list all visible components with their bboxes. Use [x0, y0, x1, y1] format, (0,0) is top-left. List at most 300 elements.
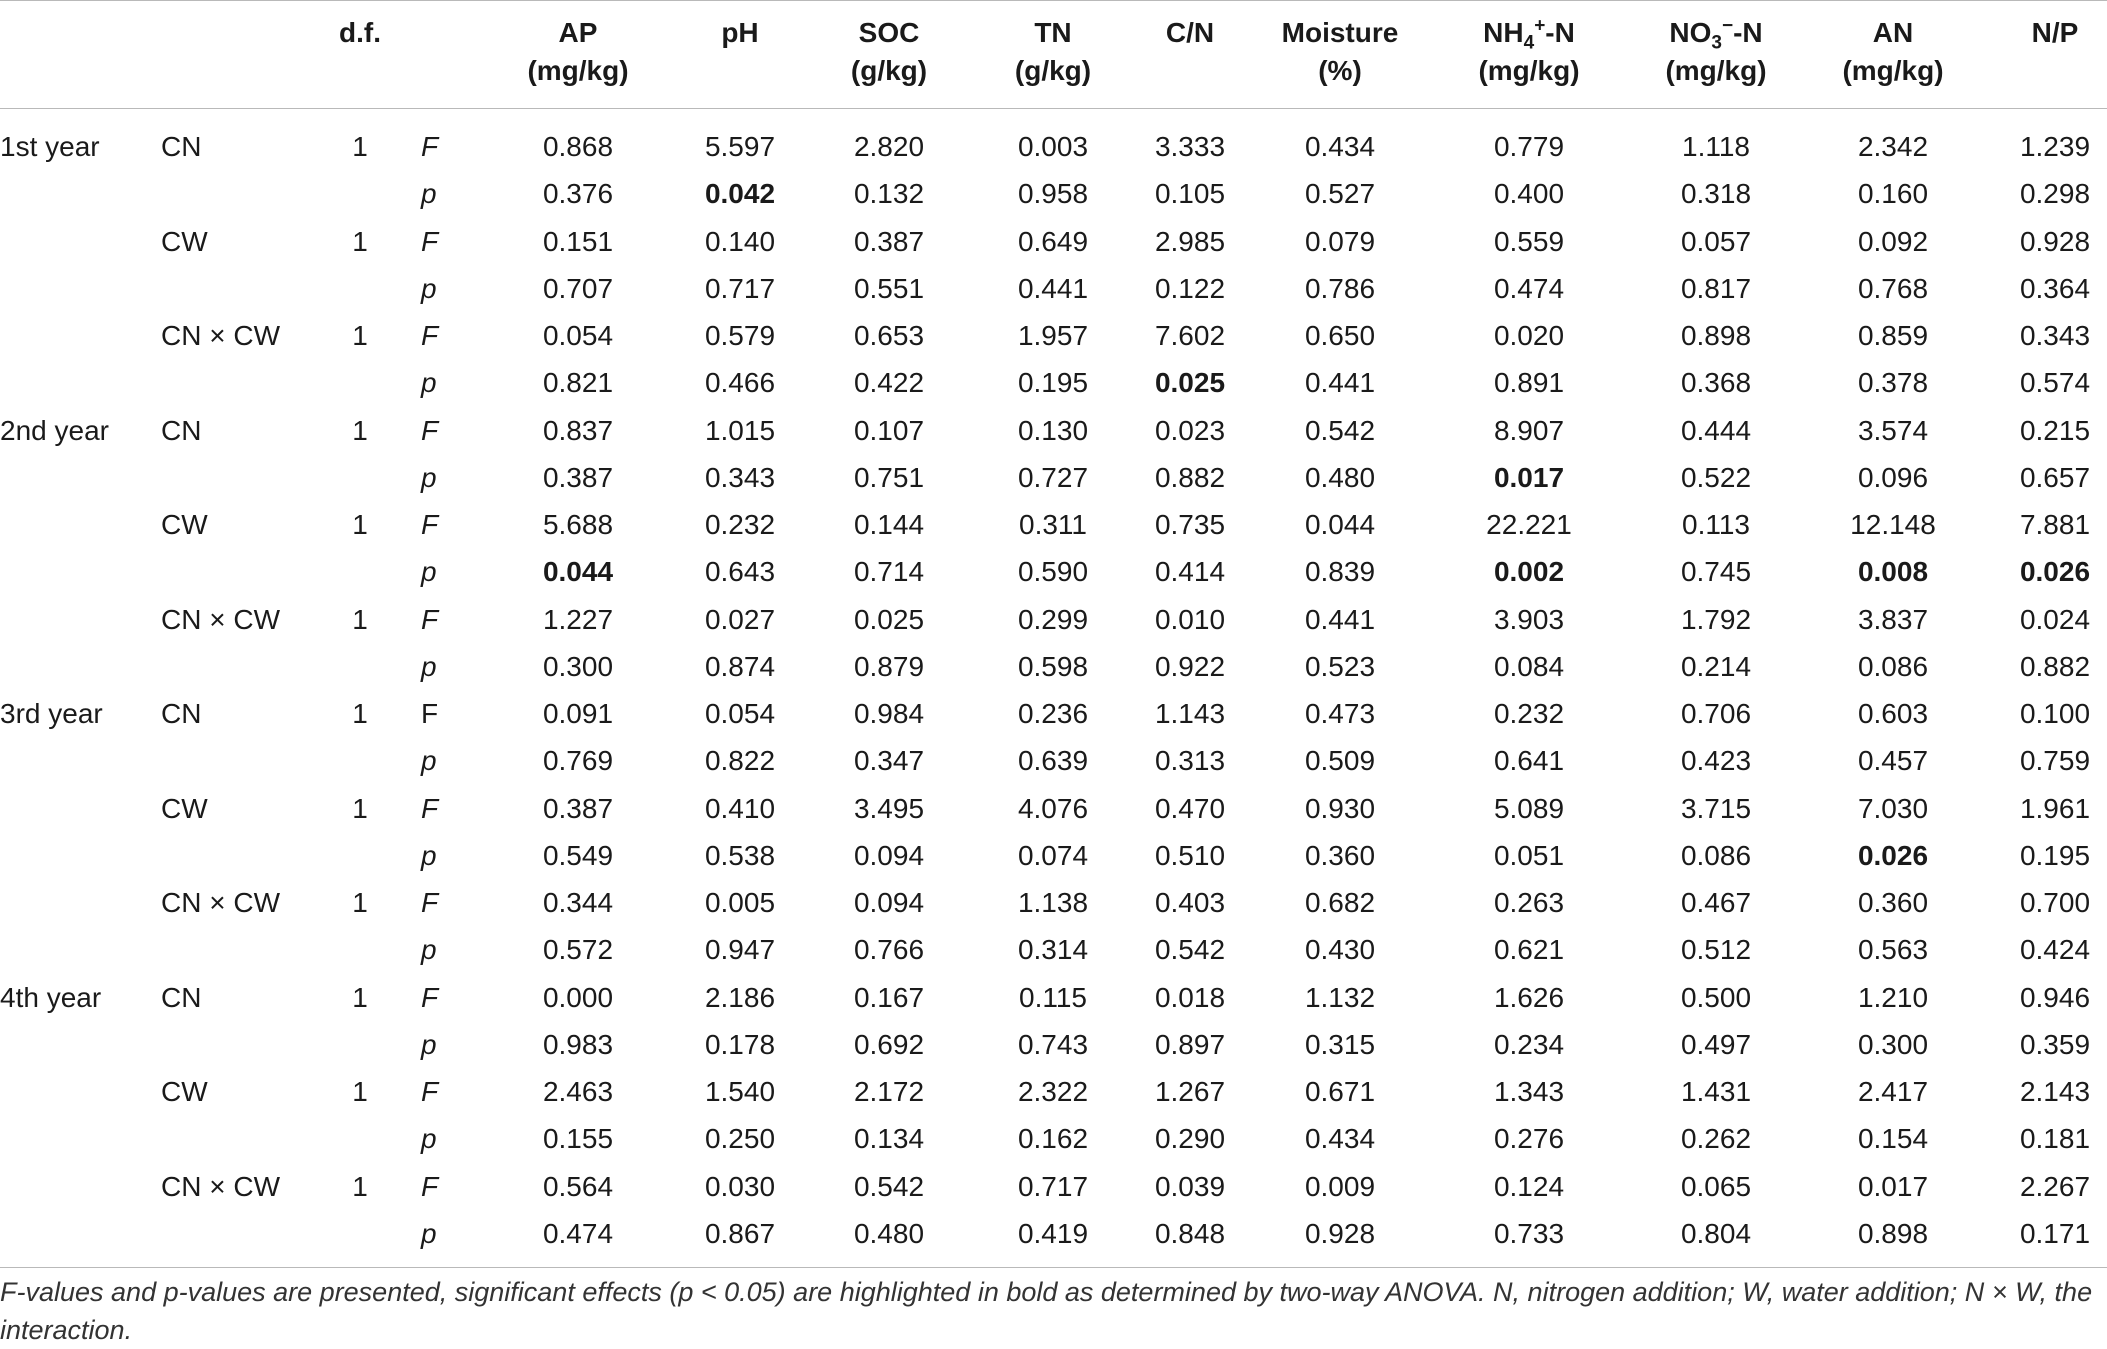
column-header-unit: (mg/kg) — [1842, 55, 1944, 86]
value-cell: 0.236 — [1017, 698, 1089, 729]
column-header-name: pH — [721, 17, 759, 48]
column-header-n-p — [1980, 14, 2107, 52]
value-cell: 0.868 — [542, 131, 614, 162]
value-cell: 2.322 — [1017, 1076, 1089, 1107]
value-cell: 0.298 — [2019, 178, 2091, 209]
value-cell: 0.859 — [1857, 320, 1929, 351]
column-header-unit: (g/kg) — [1014, 55, 1092, 86]
value-cell: 0.054 — [704, 698, 776, 729]
row-factor-label: CN — [161, 415, 202, 446]
row-factor-label: CW — [161, 793, 208, 824]
value-cell: 8.907 — [1493, 415, 1565, 446]
row-statistic: p — [421, 1029, 437, 1060]
column-header-an — [1818, 14, 1968, 90]
row-year-label: 2nd year — [0, 415, 109, 446]
value-cell: 0.262 — [1680, 1123, 1752, 1154]
value-cell: 0.364 — [2019, 273, 2091, 304]
value-cell: 0.564 — [542, 1171, 614, 1202]
value-cell: 0.928 — [1304, 1218, 1376, 1249]
column-header-c-n — [1115, 14, 1265, 52]
value-cell: 0.444 — [1680, 415, 1752, 446]
value-cell: 2.267 — [2019, 1171, 2091, 1202]
value-cell: 2.820 — [853, 131, 925, 162]
value-cell: 2.342 — [1857, 131, 1929, 162]
column-header-unit: (mg/kg) — [1478, 55, 1580, 86]
value-cell: 0.457 — [1857, 745, 1929, 776]
value-cell: 0.044 — [1304, 509, 1376, 540]
value-cell: 0.368 — [1680, 367, 1752, 398]
column-header-df: d.f. — [339, 17, 381, 48]
value-cell: 0.000 — [542, 982, 614, 1013]
row-statistic: p — [421, 556, 437, 587]
value-cell: 0.410 — [704, 793, 776, 824]
value-cell: 0.527 — [1304, 178, 1376, 209]
value-cell: 0.181 — [2019, 1123, 2091, 1154]
value-cell: 0.344 — [542, 887, 614, 918]
value-cell: 0.590 — [1017, 556, 1089, 587]
row-factor-label: CN — [161, 131, 202, 162]
row-statistic: p — [421, 745, 437, 776]
value-cell: 0.400 — [1493, 178, 1565, 209]
value-cell: 0.891 — [1493, 367, 1565, 398]
column-header-tn — [978, 14, 1128, 90]
value-cell: 5.089 — [1493, 793, 1565, 824]
row-factor-label: CN × CW — [161, 1171, 280, 1202]
row-statistic: F — [421, 131, 439, 162]
value-cell: 1.210 — [1857, 982, 1929, 1013]
value-cell: 0.359 — [2019, 1029, 2091, 1060]
value-cell: 0.167 — [853, 982, 925, 1013]
value-cell: 0.026 — [2019, 556, 2091, 587]
row-statistic: p — [421, 462, 437, 493]
value-cell: 0.574 — [2019, 367, 2091, 398]
value-cell: 0.466 — [704, 367, 776, 398]
value-cell: 3.333 — [1154, 131, 1226, 162]
column-header-unit: (mg/kg) — [1665, 55, 1767, 86]
value-cell: 0.096 — [1857, 462, 1929, 493]
value-cell: 0.706 — [1680, 698, 1752, 729]
column-header-unit: (mg/kg) — [527, 55, 629, 86]
value-cell: 0.086 — [1680, 840, 1752, 871]
value-cell: 0.025 — [1154, 367, 1226, 398]
value-cell: 0.743 — [1017, 1029, 1089, 1060]
value-cell: 0.786 — [1304, 273, 1376, 304]
row-df: 1 — [352, 131, 368, 162]
row-year-label: 3rd year — [0, 698, 103, 729]
value-cell: 0.598 — [1017, 651, 1089, 682]
row-statistic: F — [421, 982, 439, 1013]
value-cell: 0.474 — [542, 1218, 614, 1249]
value-cell: 0.414 — [1154, 556, 1226, 587]
column-header-unit: (%) — [1318, 55, 1362, 86]
value-cell: 0.649 — [1017, 226, 1089, 257]
value-cell: 0.930 — [1304, 793, 1376, 824]
row-df: 1 — [352, 887, 368, 918]
value-cell: 3.574 — [1857, 415, 1929, 446]
value-cell: 0.898 — [1680, 320, 1752, 351]
value-cell: 0.559 — [1493, 226, 1565, 257]
value-cell: 0.727 — [1017, 462, 1089, 493]
row-statistic: p — [421, 367, 437, 398]
row-factor-label: CW — [161, 1076, 208, 1107]
row-factor-label: CN × CW — [161, 887, 280, 918]
row-statistic: F — [421, 793, 439, 824]
value-cell: 0.300 — [542, 651, 614, 682]
value-cell: 0.572 — [542, 934, 614, 965]
row-df: 1 — [352, 1171, 368, 1202]
value-cell: 0.313 — [1154, 745, 1226, 776]
value-cell: 0.879 — [853, 651, 925, 682]
row-statistic: F — [421, 226, 439, 257]
value-cell: 0.091 — [542, 698, 614, 729]
row-df: 1 — [352, 415, 368, 446]
value-cell: 0.424 — [2019, 934, 2091, 965]
row-factor-label: CN × CW — [161, 320, 280, 351]
value-cell: 0.549 — [542, 840, 614, 871]
value-cell: 0.542 — [1304, 415, 1376, 446]
value-cell: 0.215 — [2019, 415, 2091, 446]
value-cell: 2.172 — [853, 1076, 925, 1107]
row-factor-label: CN × CW — [161, 604, 280, 635]
value-cell: 1.343 — [1493, 1076, 1565, 1107]
value-cell: 0.107 — [853, 415, 925, 446]
value-cell: 7.881 — [2019, 509, 2091, 540]
column-header-name: TN — [1034, 17, 1072, 48]
row-statistic: F — [421, 604, 439, 635]
value-cell: 0.232 — [1493, 698, 1565, 729]
value-cell: 0.376 — [542, 178, 614, 209]
value-cell: 2.985 — [1154, 226, 1226, 257]
value-cell: 0.639 — [1017, 745, 1089, 776]
row-statistic: p — [421, 1123, 437, 1154]
value-cell: 0.026 — [1857, 840, 1929, 871]
row-statistic: p — [421, 273, 437, 304]
value-cell: 0.759 — [2019, 745, 2091, 776]
value-cell: 0.403 — [1154, 887, 1226, 918]
value-cell: 0.003 — [1017, 131, 1089, 162]
value-cell: 0.958 — [1017, 178, 1089, 209]
value-cell: 0.113 — [1682, 509, 1750, 540]
value-cell: 0.057 — [1680, 226, 1752, 257]
value-cell: 0.928 — [2019, 226, 2091, 257]
value-cell: 0.387 — [542, 462, 614, 493]
value-cell: 0.042 — [704, 178, 776, 209]
row-factor-label: CN — [161, 698, 202, 729]
table-footnote: F-values and p-values are presented, significant effects (p < 0.05) are highlighted in bold as determined by two-way ANOVA. N, nitrogen addition; W, water addition; N × W, the interaction. — [0, 1277, 2093, 1345]
value-cell: 0.276 — [1493, 1123, 1565, 1154]
value-cell: 0.008 — [1857, 556, 1929, 587]
row-statistic: F — [421, 1076, 439, 1107]
value-cell: 0.250 — [704, 1123, 776, 1154]
value-cell: 0.946 — [2019, 982, 2091, 1013]
value-cell: 0.074 — [1017, 840, 1089, 871]
value-cell: 0.643 — [704, 556, 776, 587]
row-statistic: F — [421, 509, 439, 540]
row-df: 1 — [352, 604, 368, 635]
value-cell: 1.132 — [1304, 982, 1376, 1013]
value-cell: 0.434 — [1304, 131, 1376, 162]
value-cell: 0.983 — [542, 1029, 614, 1060]
table-top-rule — [0, 0, 2107, 1]
value-cell: 0.837 — [542, 415, 614, 446]
value-cell: 0.160 — [1857, 178, 1929, 209]
column-header-soc — [814, 14, 964, 90]
value-cell: 0.105 — [1154, 178, 1226, 209]
row-statistic: F — [421, 320, 439, 351]
value-cell: 0.020 — [1493, 320, 1565, 351]
value-cell: 0.769 — [542, 745, 614, 776]
value-cell: 0.343 — [2019, 320, 2091, 351]
column-header-ph — [665, 14, 815, 52]
value-cell: 0.542 — [1154, 934, 1226, 965]
value-cell: 0.122 — [1154, 273, 1226, 304]
value-cell: 0.707 — [542, 273, 614, 304]
value-cell: 0.434 — [1304, 1123, 1376, 1154]
value-cell: 1.118 — [1682, 131, 1750, 162]
value-cell: 12.148 — [1850, 509, 1936, 540]
value-cell: 0.017 — [1857, 1171, 1929, 1202]
value-cell: 0.766 — [853, 934, 925, 965]
value-cell: 0.512 — [1680, 934, 1752, 965]
value-cell: 0.387 — [853, 226, 925, 257]
row-df: 1 — [352, 226, 368, 257]
column-header-nh4-n — [1454, 14, 1604, 90]
value-cell: 0.140 — [704, 226, 776, 257]
value-cell: 0.817 — [1680, 273, 1752, 304]
row-df: 1 — [352, 1076, 368, 1107]
row-df: 1 — [352, 793, 368, 824]
value-cell: 0.039 — [1154, 1171, 1226, 1202]
column-header-name: SOC — [858, 17, 920, 48]
value-cell: 0.441 — [1304, 604, 1376, 635]
value-cell: 0.134 — [853, 1123, 925, 1154]
value-cell: 0.171 — [2019, 1218, 2091, 1249]
row-statistic: p — [421, 934, 437, 965]
row-statistic: p — [421, 178, 437, 209]
value-cell: 0.051 — [1493, 840, 1565, 871]
value-cell: 1.540 — [704, 1076, 776, 1107]
value-cell: 0.054 — [542, 320, 614, 351]
value-cell: 0.480 — [853, 1218, 925, 1249]
value-cell: 0.422 — [853, 367, 925, 398]
value-cell: 0.473 — [1304, 698, 1376, 729]
row-statistic: F — [421, 887, 439, 918]
value-cell: 0.467 — [1680, 887, 1752, 918]
value-cell: 0.430 — [1304, 934, 1376, 965]
value-cell: 0.343 — [704, 462, 776, 493]
value-cell: 0.299 — [1017, 604, 1089, 635]
value-cell: 0.234 — [1493, 1029, 1565, 1060]
value-cell: 0.130 — [1017, 415, 1089, 446]
row-factor-label: CW — [161, 509, 208, 540]
value-cell: 0.474 — [1493, 273, 1565, 304]
value-cell: 0.922 — [1154, 651, 1226, 682]
value-cell: 0.700 — [2019, 887, 2091, 918]
value-cell: 0.653 — [853, 320, 925, 351]
value-cell: 0.500 — [1680, 982, 1752, 1013]
value-cell: 1.227 — [542, 604, 614, 635]
value-cell: 0.821 — [542, 367, 614, 398]
value-cell: 0.641 — [1493, 745, 1565, 776]
column-header-ap — [503, 14, 653, 90]
row-df: 1 — [352, 982, 368, 1013]
value-cell: 3.715 — [1680, 793, 1752, 824]
column-header-name: C/N — [1165, 17, 1215, 48]
value-cell: 0.682 — [1304, 887, 1376, 918]
value-cell: 0.378 — [1857, 367, 1929, 398]
value-cell: 0.017 — [1493, 462, 1565, 493]
row-statistic: p — [421, 1218, 437, 1249]
value-cell: 0.882 — [2019, 651, 2091, 682]
row-df: 1 — [352, 698, 368, 729]
value-cell: 0.086 — [1857, 651, 1929, 682]
value-cell: 0.480 — [1304, 462, 1376, 493]
value-cell: 0.735 — [1154, 509, 1226, 540]
column-header-unit: (g/kg) — [850, 55, 928, 86]
value-cell: 0.195 — [2019, 840, 2091, 871]
column-header-name: AN — [1872, 17, 1914, 48]
value-cell: 0.542 — [853, 1171, 925, 1202]
value-cell: 0.387 — [542, 793, 614, 824]
value-cell: 0.692 — [853, 1029, 925, 1060]
value-cell: 0.538 — [704, 840, 776, 871]
value-cell: 5.688 — [542, 509, 614, 540]
value-cell: 0.839 — [1304, 556, 1376, 587]
value-cell: 0.522 — [1680, 462, 1752, 493]
value-cell: 0.779 — [1493, 131, 1565, 162]
value-cell: 0.657 — [2019, 462, 2091, 493]
value-cell: 0.751 — [853, 462, 925, 493]
value-cell: 2.463 — [542, 1076, 614, 1107]
value-cell: 0.423 — [1680, 745, 1752, 776]
value-cell: 0.318 — [1680, 178, 1752, 209]
value-cell: 0.984 — [853, 698, 925, 729]
value-cell: 1.143 — [1154, 698, 1226, 729]
header-rule — [0, 108, 2107, 109]
value-cell: 0.027 — [704, 604, 776, 635]
value-cell: 0.898 — [1857, 1218, 1929, 1249]
value-cell: 0.419 — [1017, 1218, 1089, 1249]
value-cell: 0.497 — [1680, 1029, 1752, 1060]
value-cell: 0.010 — [1154, 604, 1226, 635]
value-cell: 0.162 — [1017, 1123, 1089, 1154]
value-cell: 0.214 — [1680, 651, 1752, 682]
column-header-no3-n — [1641, 14, 1791, 90]
value-cell: 3.495 — [853, 793, 925, 824]
value-cell: 1.792 — [1680, 604, 1752, 635]
value-cell: 0.947 — [704, 934, 776, 965]
value-cell: 0.523 — [1304, 651, 1376, 682]
value-cell: 0.804 — [1680, 1218, 1752, 1249]
value-cell: 0.315 — [1304, 1029, 1376, 1060]
value-cell: 0.733 — [1493, 1218, 1565, 1249]
value-cell: 0.579 — [704, 320, 776, 351]
value-cell: 0.009 — [1304, 1171, 1376, 1202]
table-bottom-rule — [0, 1267, 2107, 1268]
value-cell: 0.441 — [1017, 273, 1089, 304]
value-cell: 0.551 — [853, 273, 925, 304]
value-cell: 0.867 — [704, 1218, 776, 1249]
column-header-name: Moisture — [1281, 17, 1399, 48]
value-cell: 2.186 — [704, 982, 776, 1013]
value-cell: 1.626 — [1493, 982, 1565, 1013]
value-cell: 0.094 — [853, 840, 925, 871]
value-cell: 0.030 — [704, 1171, 776, 1202]
row-year-label: 1st year — [0, 131, 100, 162]
value-cell: 0.509 — [1304, 745, 1376, 776]
value-cell: 1.015 — [704, 415, 776, 446]
value-cell: 0.065 — [1680, 1171, 1752, 1202]
value-cell: 0.314 — [1017, 934, 1089, 965]
value-cell: 0.441 — [1304, 367, 1376, 398]
value-cell: 1.239 — [2019, 131, 2091, 162]
value-cell: 0.510 — [1154, 840, 1226, 871]
row-year-label: 4th year — [0, 982, 102, 1013]
value-cell: 0.002 — [1493, 556, 1565, 587]
value-cell: 0.263 — [1493, 887, 1565, 918]
value-cell: 1.431 — [1680, 1076, 1752, 1107]
value-cell: 0.018 — [1154, 982, 1226, 1013]
value-cell: 0.822 — [704, 745, 776, 776]
value-cell: 0.714 — [853, 556, 925, 587]
row-df: 1 — [352, 509, 368, 540]
value-cell: 7.030 — [1857, 793, 1929, 824]
value-cell: 0.023 — [1154, 415, 1226, 446]
value-cell: 1.267 — [1154, 1076, 1226, 1107]
value-cell: 1.961 — [2019, 793, 2091, 824]
value-cell: 0.005 — [704, 887, 776, 918]
value-cell: 0.115 — [1019, 982, 1087, 1013]
value-cell: 1.957 — [1017, 320, 1089, 351]
value-cell: 0.024 — [2019, 604, 2091, 635]
value-cell: 0.132 — [853, 178, 925, 209]
value-cell: 0.144 — [853, 509, 925, 540]
value-cell: 0.154 — [1857, 1123, 1929, 1154]
row-statistic: p — [421, 651, 437, 682]
value-cell: 0.360 — [1857, 887, 1929, 918]
row-statistic: F — [421, 1171, 439, 1202]
row-df: 1 — [352, 320, 368, 351]
value-cell: 0.300 — [1857, 1029, 1929, 1060]
value-cell: 0.178 — [704, 1029, 776, 1060]
value-cell: 0.100 — [2019, 698, 2091, 729]
value-cell: 0.155 — [542, 1123, 614, 1154]
value-cell: 2.143 — [2019, 1076, 2091, 1107]
value-cell: 3.903 — [1493, 604, 1565, 635]
value-cell: 2.417 — [1857, 1076, 1929, 1107]
value-cell: 0.195 — [1017, 367, 1089, 398]
value-cell: 0.025 — [853, 604, 925, 635]
value-cell: 0.311 — [1019, 509, 1087, 540]
value-cell: 0.290 — [1154, 1123, 1226, 1154]
value-cell: 0.470 — [1154, 793, 1226, 824]
value-cell: 0.768 — [1857, 273, 1929, 304]
column-header-name: N/P — [2031, 17, 2079, 48]
value-cell: 3.837 — [1857, 604, 1929, 635]
value-cell: 0.124 — [1493, 1171, 1565, 1202]
value-cell: 0.745 — [1680, 556, 1752, 587]
value-cell: 0.232 — [704, 509, 776, 540]
value-cell: 0.347 — [853, 745, 925, 776]
column-header-name: $NO_3^--N$ — [1669, 15, 1763, 54]
value-cell: 0.151 — [542, 226, 614, 257]
value-cell: 0.717 — [704, 273, 776, 304]
value-cell: 0.874 — [704, 651, 776, 682]
value-cell: 0.897 — [1154, 1029, 1226, 1060]
column-header-name: $NH_4^+-N$ — [1483, 15, 1575, 54]
row-factor-label: CN — [161, 982, 202, 1013]
row-statistic: F — [421, 415, 439, 446]
